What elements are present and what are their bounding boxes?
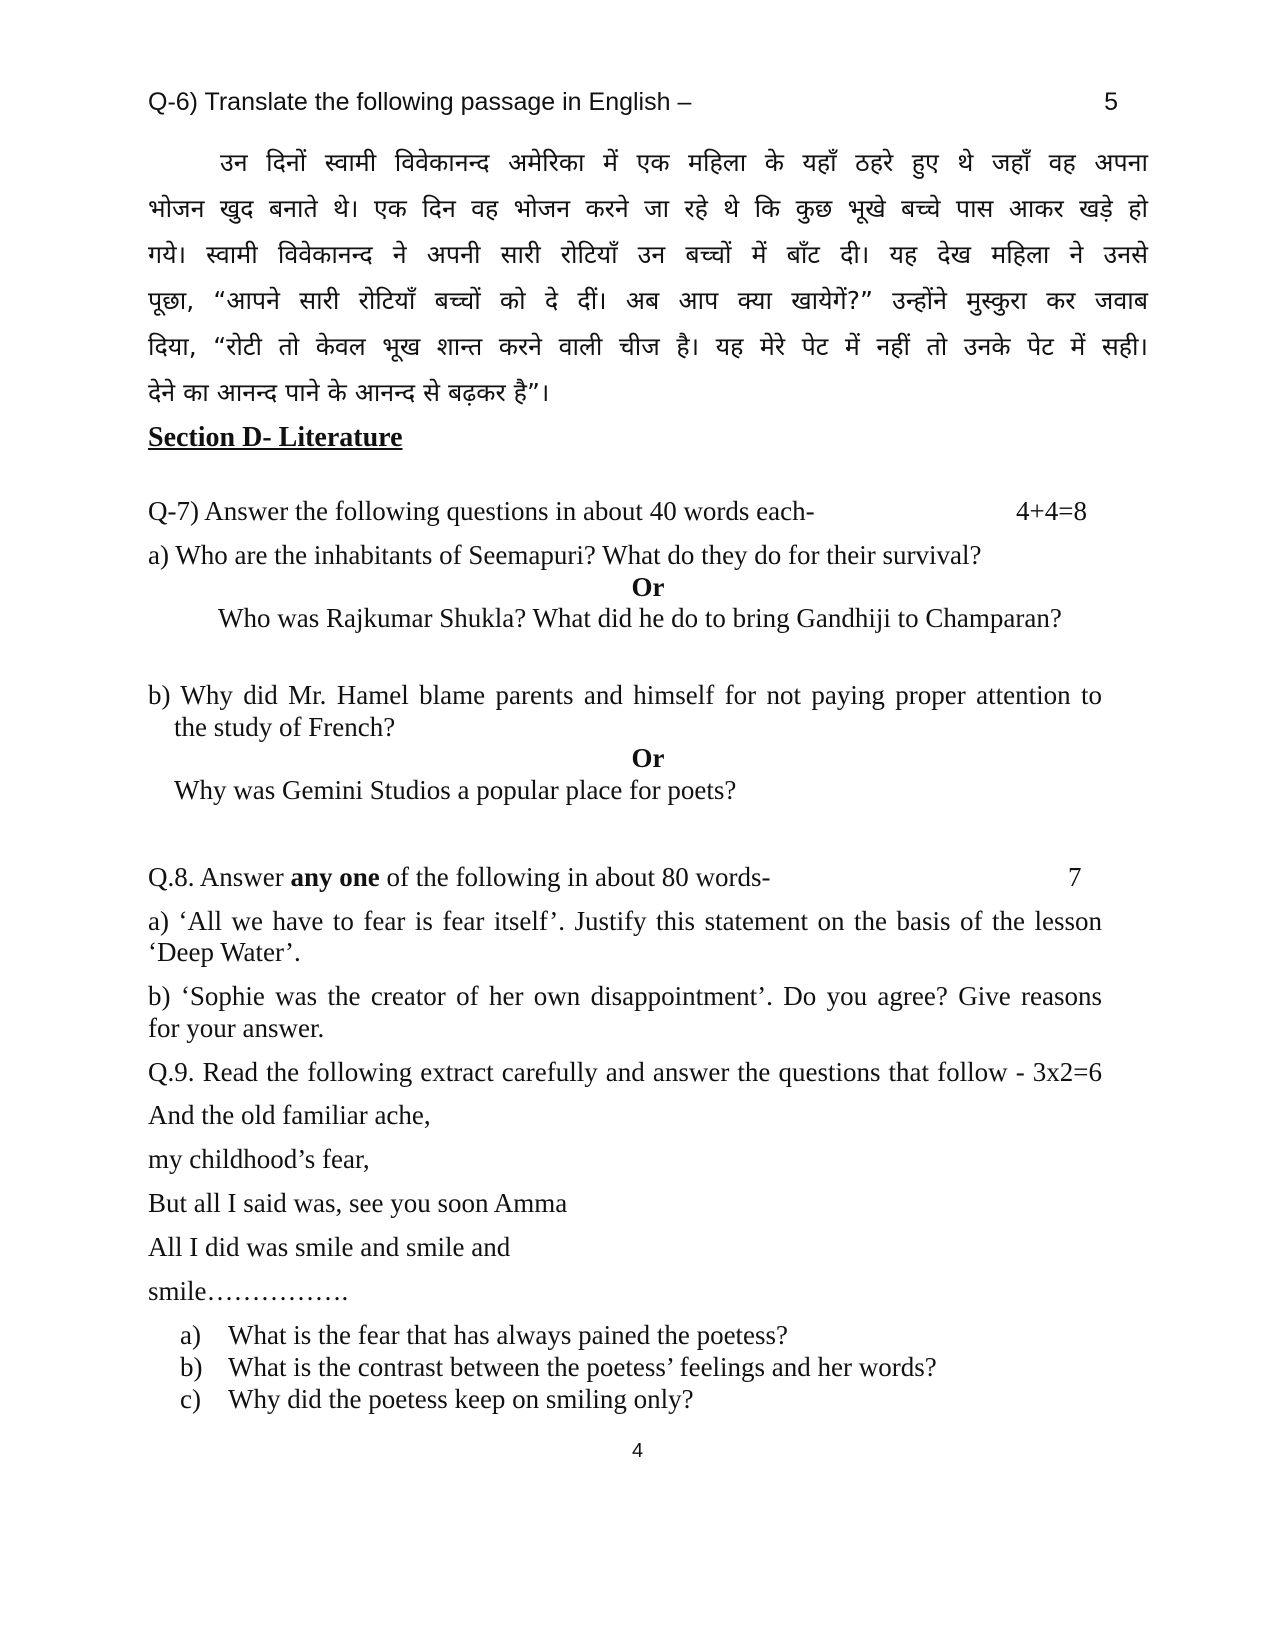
hindi-passage bbox=[148, 140, 1148, 416]
q6-heading bbox=[148, 88, 1118, 117]
passage-line: दिया, “रोटी तो केवल भूख शान्त करने वाली चीज है। यह मेरे पेट में नहीं तो उनके पेट में सही। bbox=[148, 332, 1148, 361]
sub-question bbox=[180, 1351, 937, 1383]
passage-line: पूछा, “आपने सारी रोटियाँ बच्चों को दे दीं। अब आप क्या खायेगें?” उन्होंने मुस्कुरा कर जवाब bbox=[148, 286, 1148, 315]
passage-line: गये। स्वामी विवेकानन्द ने अपनी सारी रोटियाँ उन बच्चों में बाँट दी। यह देख महिला ने उनसे bbox=[148, 240, 1148, 269]
q8-part-b-line2: for your answer. bbox=[148, 1013, 325, 1043]
passage-line: उन दिनों स्वामी विवेकानन्द अमेरिका में एक महिला के यहाँ ठहरे हुए थे जहाँ वह अपना bbox=[220, 148, 1148, 177]
sub-question-label: c) bbox=[180, 1383, 201, 1414]
q9-question: Q.9. Read the following extract carefully and answer the questions that follow - 3x2=6 bbox=[148, 1057, 1102, 1087]
extract-line: my childhood’s fear, bbox=[148, 1144, 370, 1174]
extract-line: But all I said was, see you soon Amma bbox=[148, 1188, 568, 1218]
extract-line: All I did was smile and smile and bbox=[148, 1232, 511, 1262]
q8-part-b-line1: b) ‘Sophie was the creator of her own disappointment’. Do you agree? Give reasons bbox=[148, 981, 1102, 1011]
q8-part-a-line1: a) ‘All we have to fear is fear itself’. Justify this statement on the basis of the lesson bbox=[148, 906, 1102, 936]
sub-question-text: What is the fear that has always pained the poetess? bbox=[228, 1319, 789, 1350]
q8-prefix: Q.8. Answer bbox=[148, 862, 291, 892]
sub-question bbox=[180, 1383, 937, 1415]
passage-line: भोजन खुद बनाते थे। एक दिन वह भोजन करने जा रहे थे कि कुछ भूखे बच्चे पास आकर खड़े हो bbox=[148, 194, 1148, 223]
or-divider: Or bbox=[631, 572, 665, 602]
q9-sub-questions bbox=[180, 1319, 937, 1415]
page-number: 4 bbox=[631, 1440, 644, 1462]
extract-line: smile……………. bbox=[148, 1276, 349, 1306]
q8-suffix: of the following in about 80 words- bbox=[379, 862, 771, 892]
q7-part-b-line2: the study of French? bbox=[174, 712, 396, 742]
sub-question bbox=[180, 1319, 937, 1351]
q7-marks: 4+4=8 bbox=[1016, 496, 1087, 526]
passage-line: देने का आनन्द पाने के आनन्द से बढ़कर है”। bbox=[148, 378, 550, 407]
q8-marks: 7 bbox=[1068, 862, 1082, 892]
sub-question-text: What is the contrast between the poetess’ feelings and her words? bbox=[228, 1351, 937, 1382]
extract-line: And the old familiar ache, bbox=[148, 1100, 431, 1130]
q7-part-a: a) Who are the inhabitants of Seemapuri? What do they do for their survival? bbox=[148, 540, 982, 570]
section-title: Section D- Literature bbox=[148, 422, 403, 453]
sub-question-label: a) bbox=[180, 1319, 201, 1350]
q7-question: Q-7) Answer the following questions in about 40 words each- bbox=[148, 496, 815, 526]
or-divider: Or bbox=[631, 743, 665, 773]
q6-question: Q-6) Translate the following passage in English – bbox=[148, 88, 692, 116]
sub-question-text: Why did the poetess keep on smiling only? bbox=[228, 1383, 694, 1414]
sub-question-label: b) bbox=[180, 1351, 203, 1382]
q7-part-b-line1: b) Why did Mr. Hamel blame parents and himself for not paying proper attention to bbox=[148, 680, 1102, 710]
q8-part-a-line2: ‘Deep Water’. bbox=[148, 937, 301, 967]
q7-part-a-alt: Who was Rajkumar Shukla? What did he do to bring Gandhiji to Champaran? bbox=[218, 603, 1062, 633]
q6-marks: 5 bbox=[1104, 88, 1118, 116]
q7-part-b-alt: Why was Gemini Studios a popular place for poets? bbox=[174, 775, 737, 805]
q8-emphasis: any one bbox=[290, 862, 380, 892]
q8-question bbox=[148, 862, 770, 893]
